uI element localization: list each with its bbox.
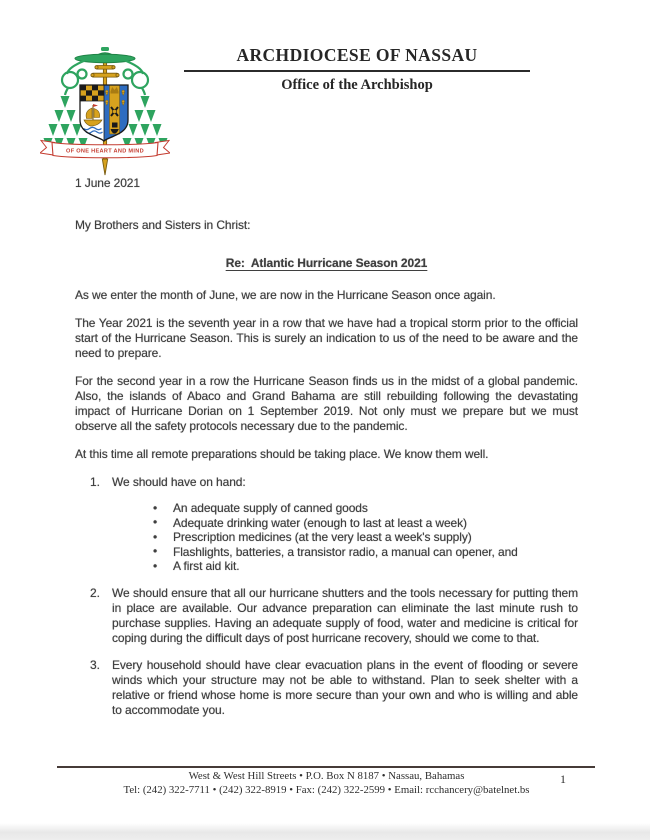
bullet-item bbox=[112, 530, 578, 545]
list-number: 3. bbox=[90, 657, 100, 672]
footer-address: West & West Hill Streets • P.O. Box N 8187 • Nassau, Bahamas bbox=[188, 770, 465, 782]
bullet-list bbox=[112, 501, 578, 574]
paragraph: The Year 2021 is the seventh year in a row that we have had a tropical storm prior to the official start of the Hurricane Season. This is surely an indication to us of the need to be aware and the need to prepare. bbox=[75, 316, 578, 360]
numbered-item-1 bbox=[75, 475, 578, 574]
footer-contact: Tel: (242) 322-7711 • (242) 322-8919 • Fax: (242) 322-2599 • Email: rcchancery@batelnet.bs bbox=[123, 783, 530, 796]
paragraph: For the second year in a row the Hurricane Season finds us in the midst of a global pandemic. Also, the islands of Abaco and Grand Bahama are still rebuilding following the devastating impact of Hurricane Dorian on 1 September 2019. Not only must we prepare but we must observe all the safety protocols necessary due to the pandemic. bbox=[75, 374, 578, 433]
paragraph: As we enter the month of June, we are now in the Hurricane Season once again. bbox=[75, 288, 496, 302]
letter-date: 1 June 2021 bbox=[75, 176, 140, 190]
salutation: My Brothers and Sisters in Christ: bbox=[75, 218, 251, 232]
bullet-text: An adequate supply of canned goods bbox=[173, 501, 368, 515]
office-name: Office of the Archbishop bbox=[281, 77, 433, 93]
footer-divider bbox=[57, 766, 595, 768]
bullet-icon: • bbox=[153, 500, 158, 515]
scan-edge-shadow bbox=[0, 823, 650, 840]
list-number: 1. bbox=[90, 475, 100, 489]
coat-of-arms-icon bbox=[40, 28, 170, 178]
letterhead-divider bbox=[184, 70, 530, 72]
shield bbox=[80, 85, 128, 141]
organization-name: ARCHDIOCESE OF NASSAU bbox=[236, 45, 478, 65]
bullet-item bbox=[112, 516, 578, 531]
bullet-icon: • bbox=[153, 529, 158, 544]
bullet-text: Prescription medicines (at the very least a week's supply) bbox=[173, 530, 472, 544]
bullet-item bbox=[112, 545, 578, 560]
numbered-item-text: Every household should have clear evacuation plans in the event of flooding or severe winds which your structure may not be able to withstand. Plan to seek shelter with a relative or friend whose home is more secure than your own and who is willing and able to accommodate you. bbox=[112, 657, 578, 717]
bullet-item bbox=[112, 559, 578, 574]
paragraph: At this time all remote preparations should be taking place. We know them well. bbox=[75, 447, 489, 461]
bullet-text: A first aid kit. bbox=[173, 559, 240, 573]
numbered-item-2 bbox=[75, 586, 578, 646]
bullet-icon: • bbox=[153, 544, 158, 558]
bullet-icon: • bbox=[153, 558, 158, 573]
bullet-text: Flashlights, batteries, a transistor radio, a manual can opener, and bbox=[173, 544, 518, 559]
bullet-text: Adequate drinking water (enough to last at least a week) bbox=[173, 515, 467, 530]
page-number: 1 bbox=[560, 772, 566, 786]
numbered-item-3 bbox=[75, 658, 578, 718]
numbered-item-text: We should have on hand: bbox=[112, 475, 246, 489]
list-number: 2. bbox=[90, 585, 100, 600]
letter-body bbox=[75, 176, 578, 718]
subject-line: Re: Atlantic Hurricane Season 2021 bbox=[225, 256, 428, 270]
bullet-item bbox=[112, 501, 578, 516]
bullet-icon: • bbox=[153, 515, 158, 529]
staff-tip bbox=[102, 159, 107, 175]
numbered-item-text: We should ensure that all our hurricane shutters and the tools necessary for putting them in place are available. Our advance preparation can eliminate the last minute rush to purchase supplies. Having an adequate supply of food, water and medicine is critical for coping during the difficult days of post hurricane recovery, should we come to that. bbox=[112, 585, 578, 645]
motto-text: OF ONE HEART AND MIND bbox=[66, 148, 144, 155]
footer-contact-block bbox=[75, 770, 578, 797]
